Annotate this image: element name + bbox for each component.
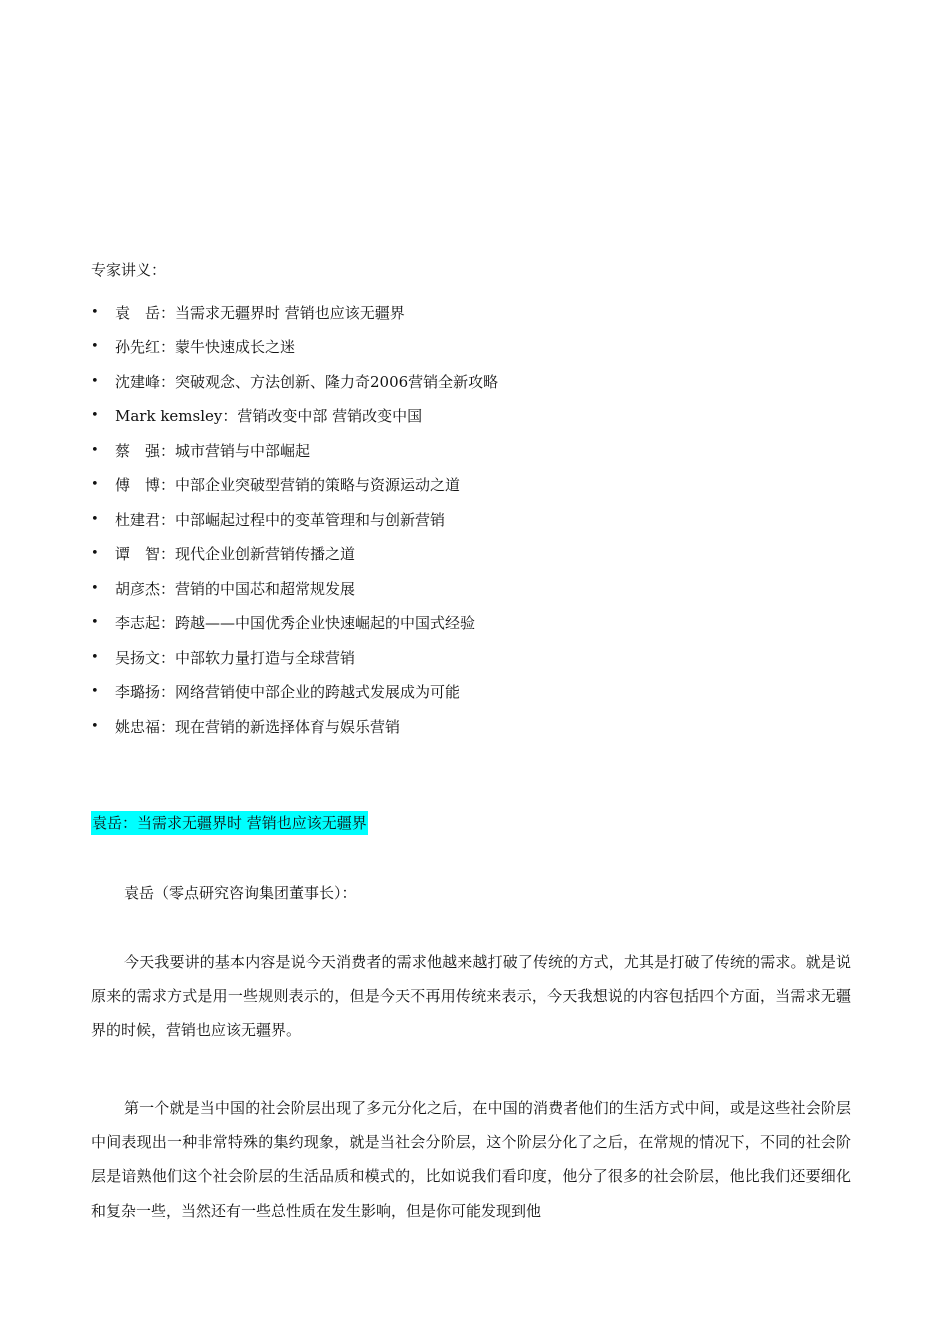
list-item-text: 吴扬文：中部软力量打造与全球营销 xyxy=(115,648,356,667)
list-item xyxy=(91,364,498,399)
bullet-icon: • xyxy=(91,684,99,700)
bullet-icon: • xyxy=(91,649,99,665)
bullet-icon: • xyxy=(91,304,99,320)
speaker-intro: 袁岳（零点研究咨询集团董事长）： xyxy=(124,884,357,902)
list-item xyxy=(91,502,498,537)
bullet-icon: • xyxy=(91,408,99,424)
list-item-text: 胡彦杰：营销的中国芯和超常规发展 xyxy=(115,579,356,598)
list-item xyxy=(91,295,498,330)
list-item-text: 傅 博：中部企业突破型营销的策略与资源运动之道 xyxy=(115,476,461,495)
article-heading: 袁岳：当需求无疆界时 营销也应该无疆界 xyxy=(91,811,368,835)
body-paragraph: 今天我要讲的基本内容是说今天消费者的需求他越来越打破了传统的方式，尤其是打破了传统的需求。就是说原来的需求方式是用一些规则表示的，但是今天不再用传统来表示，今天我想说的内容包括四个方面，当需求无疆界的时候，营销也应该无疆界。 xyxy=(91,953,851,1040)
bullet-icon: • xyxy=(91,442,99,458)
list-item-text: Mark kemsley：营销改变中部 营销改变中国 xyxy=(115,407,423,426)
list-item xyxy=(91,675,498,710)
list-item xyxy=(91,640,498,675)
list-item xyxy=(91,571,498,606)
list-item-text: 沈建峰：突破观念、方法创新、隆力奇2006营销全新攻略 xyxy=(115,372,499,391)
list-item-text: 杜建君：中部崛起过程中的变革管理和与创新营销 xyxy=(115,510,446,529)
list-item xyxy=(91,330,498,365)
bullet-icon: • xyxy=(91,511,99,527)
list-item-text: 李志起：跨越——中国优秀企业快速崛起的中国式经验 xyxy=(115,614,476,633)
list-item-text: 姚忠福：现在营销的新选择体育与娱乐营销 xyxy=(115,717,401,736)
bullet-icon: • xyxy=(91,615,99,631)
list-item xyxy=(91,709,498,744)
bullet-icon: • xyxy=(91,339,99,355)
list-item xyxy=(91,399,498,434)
list-item-text: 谭 智：现代企业创新营销传播之道 xyxy=(115,545,356,564)
list-item-text: 袁 岳：当需求无疆界时 营销也应该无疆界 xyxy=(115,303,405,322)
bullet-icon: • xyxy=(91,580,99,596)
list-item-text: 孙先红：蒙牛快速成长之迷 xyxy=(115,338,296,357)
list-item-text: 蔡 强：城市营销与中部崛起 xyxy=(115,441,311,460)
list-item xyxy=(91,433,498,468)
bullet-icon: • xyxy=(91,373,99,389)
bullet-icon: • xyxy=(91,718,99,734)
list-item xyxy=(91,606,498,641)
body-paragraph: 第一个就是当中国的社会阶层出现了多元分化之后，在中国的消费者他们的生活方式中间，或是这些社会阶层中间表现出一种非常特殊的集约现象，就是当社会分阶层，这个阶层分化了之后，在常规的情况下，不同的社会阶层是谙熟他们这个社会阶层的生活品质和模式的，比如说我们看印度，他分了很多的社会阶层，他比我们还要细化和复杂一些，当然还有一些总性质在发生影响，但是你可能发现到他 xyxy=(91,1099,851,1220)
bullet-icon: • xyxy=(91,477,99,493)
bullet-icon: • xyxy=(91,546,99,562)
section-title: 专家讲义： xyxy=(91,261,167,279)
list-item xyxy=(91,468,498,503)
expert-lecture-list xyxy=(91,295,498,744)
list-item-text: 李璐扬：网络营销使中部企业的跨越式发展成为可能 xyxy=(115,683,461,702)
list-item xyxy=(91,537,498,572)
